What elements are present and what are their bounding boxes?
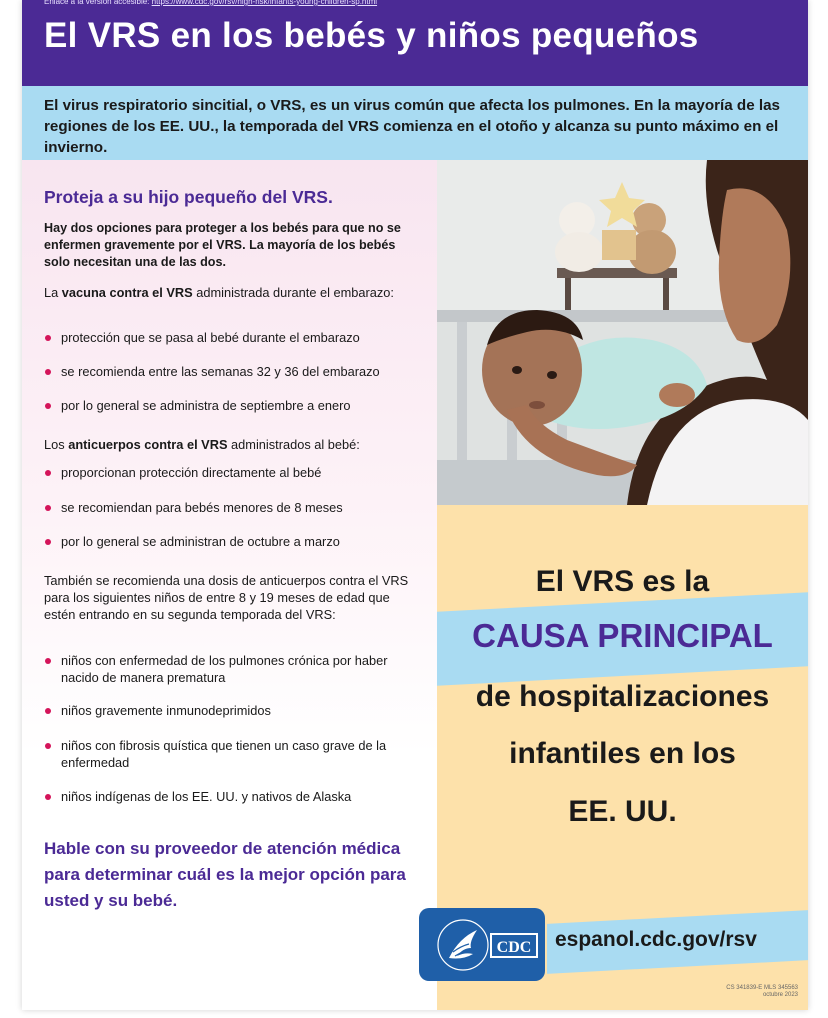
antibodies-lead: Los anticuerpos contra el VRS administrados al bebé: bbox=[44, 437, 360, 452]
protect-heading: Proteja a su hijo pequeño del VRS. bbox=[44, 187, 333, 207]
photo-illustration bbox=[437, 160, 808, 505]
vaccine-lead: La vacuna contra el VRS administrada durante el embarazo: bbox=[44, 285, 394, 300]
list-item: proporcionan protección directamente al bebé bbox=[44, 464, 321, 481]
bullet-dot-icon bbox=[45, 403, 51, 409]
cdc-url-link[interactable]: espanol.cdc.gov/rsv bbox=[555, 928, 757, 951]
stat-emphasis: CAUSA PRINCIPAL bbox=[472, 617, 773, 654]
list-item: niños con enfermedad de los pulmones crónica por haber nacido de manera prematura bbox=[44, 652, 404, 686]
stat-line-3: infantiles en los bbox=[509, 737, 736, 770]
list-item: se recomiendan para bebés menores de 8 meses bbox=[44, 499, 343, 516]
list-item: se recomienda entre las semanas 32 y 36 del embarazo bbox=[44, 363, 380, 380]
header-band bbox=[22, 0, 808, 86]
provider-cta: Hable con su proveedor de atención médica para determinar cuál es la mejor opción para usted y su bebé. bbox=[44, 839, 406, 910]
document-footnote: CS 341839-E MLS 345563 octubre 2023 bbox=[726, 985, 798, 998]
bullet-dot-icon bbox=[45, 658, 51, 664]
list-item: por lo general se administra de septiembre a enero bbox=[44, 397, 351, 414]
bullet-dot-icon bbox=[45, 743, 51, 749]
list-item: niños gravemente inmunodeprimidos bbox=[44, 702, 271, 719]
bullet-dot-icon bbox=[45, 505, 51, 511]
flyer-page bbox=[22, 0, 808, 1010]
bullet-dot-icon bbox=[45, 794, 51, 800]
statistic-panel bbox=[437, 505, 808, 1010]
cdc-logo-text: CDC bbox=[496, 939, 532, 956]
list-item: protección que se pasa al bebé durante el embarazo bbox=[44, 329, 360, 346]
hhs-eagle-icon bbox=[419, 908, 545, 981]
accessible-version-url[interactable]: https://www.cdc.gov/rsv/high-risk/infants-young-children-sp.html bbox=[151, 0, 378, 6]
second-dose-lead: También se recomienda una dosis de anticuerpos contra el VRS para los siguientes niños de entre 8 y 19 meses de edad que estén entrando en su segunda temporada del VRS: bbox=[44, 573, 409, 622]
left-column bbox=[22, 160, 437, 1010]
accessible-version-link[interactable]: Enlace a la versión accesible: https://www.cdc.gov/rsv/high-risk/infants-young-children-sp.html bbox=[44, 0, 377, 6]
stat-line-1: El VRS es la bbox=[535, 565, 710, 598]
bullet-dot-icon bbox=[45, 539, 51, 545]
bullet-dot-icon bbox=[45, 708, 51, 714]
stat-line-4: EE. UU. bbox=[568, 795, 677, 828]
bullet-dot-icon bbox=[45, 470, 51, 476]
page-title: El VRS en los bebés y niños pequeños bbox=[44, 16, 699, 55]
list-item: por lo general se administran de octubre a marzo bbox=[44, 533, 340, 550]
cdc-logo bbox=[419, 908, 545, 981]
list-item: niños con fibrosis quística que tienen un caso grave de la enfermedad bbox=[44, 737, 404, 771]
intro-band bbox=[22, 86, 808, 160]
stat-line-2: de hospitalizaciones bbox=[475, 680, 770, 713]
intro-text: El virus respiratorio sincitial, o VRS, es un virus común que afecta los pulmones. En la mayoría de las regiones de los EE. UU., la temporada del VRS comienza en el otoño y alcanza su punto máximo en el invierno. bbox=[44, 97, 780, 156]
bullet-dot-icon bbox=[45, 335, 51, 341]
list-item: niños indígenas de los EE. UU. y nativos de Alaska bbox=[44, 788, 351, 805]
parent-baby-photo bbox=[437, 160, 808, 505]
options-intro: Hay dos opciones para proteger a los bebés para que no se enfermen gravemente por el VRS. La mayoría de los bebés solo necesitan una de las dos. bbox=[44, 221, 401, 269]
bullet-dot-icon bbox=[45, 369, 51, 375]
